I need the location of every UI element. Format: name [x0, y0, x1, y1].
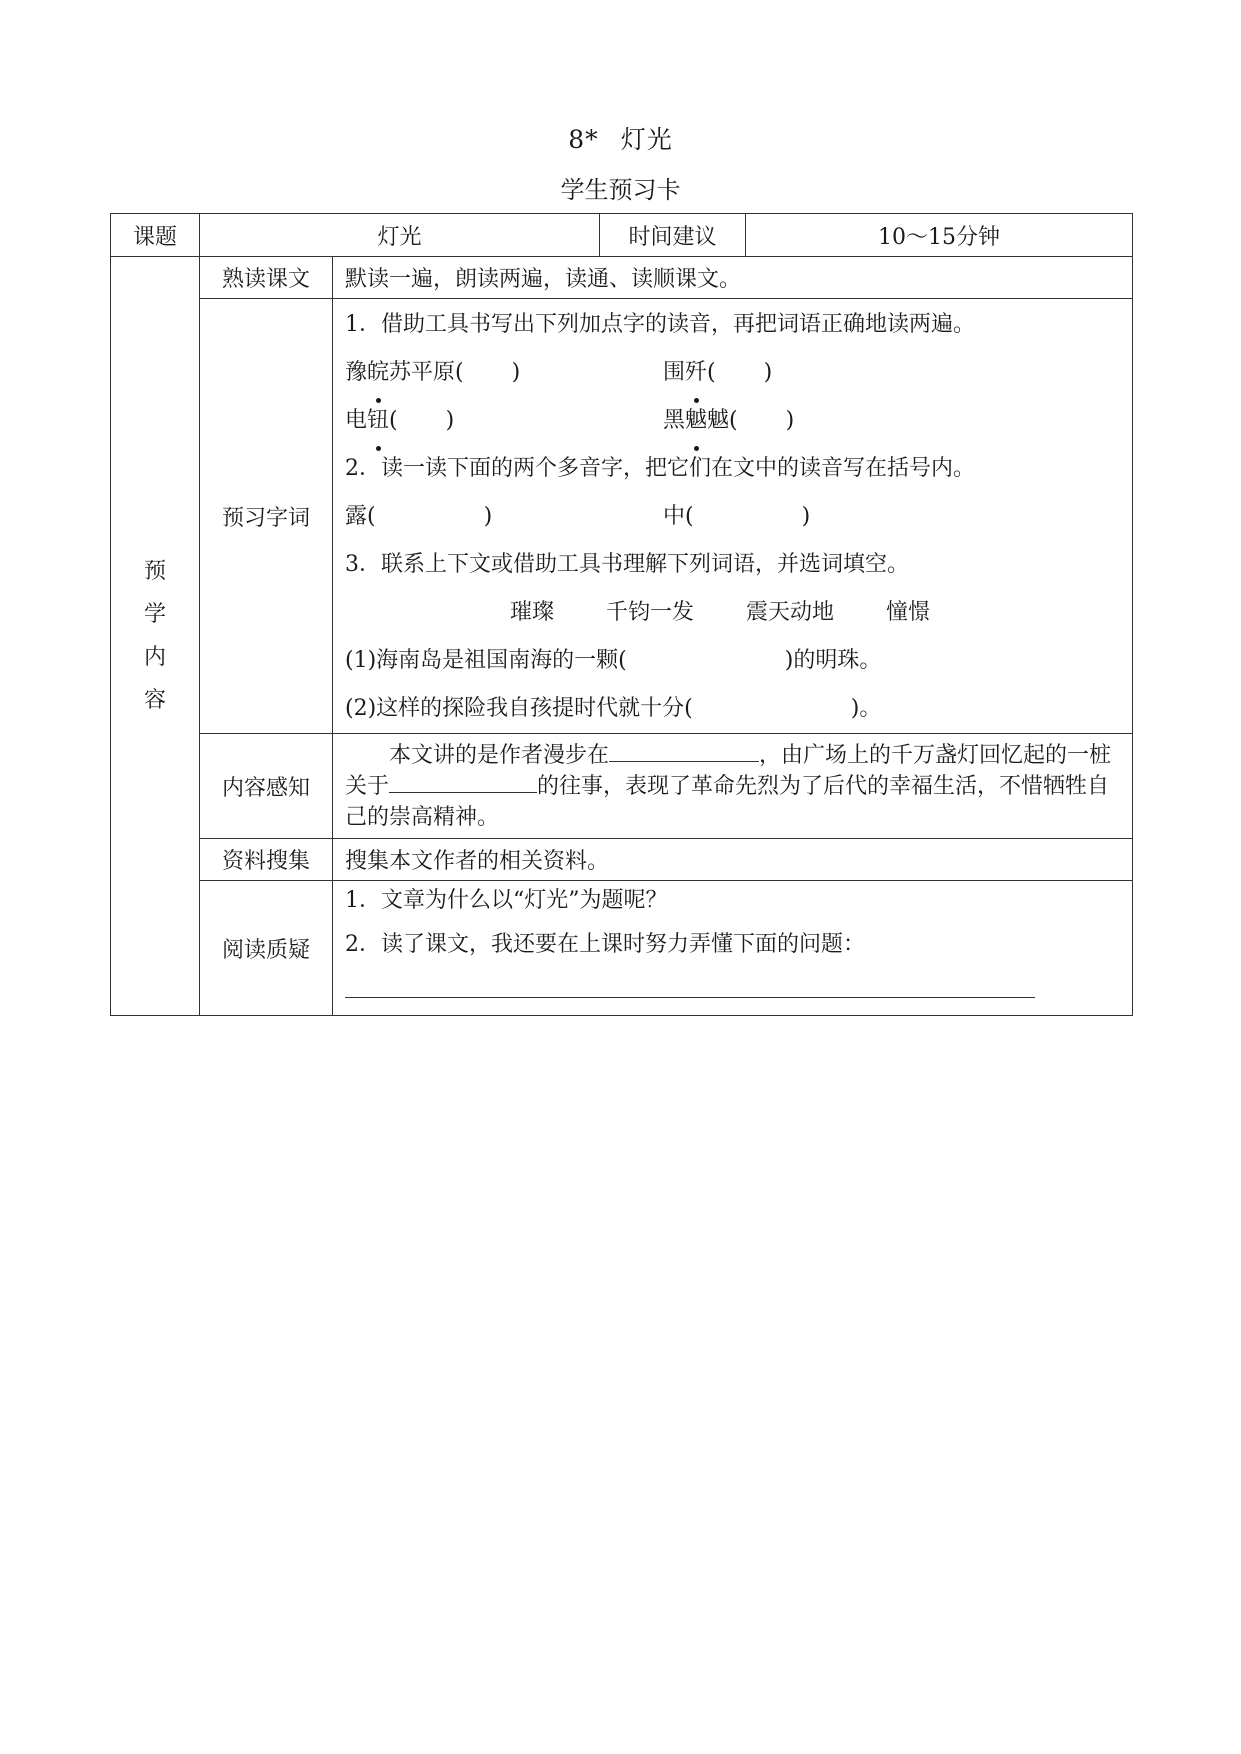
word-item: 黑魆魆( ) — [663, 397, 794, 445]
content-text: 本文讲的是作者漫步在 ，由广场上的千万盏灯回忆起的一桩关于 的往事，表现了革命先烈为了后代的幸福生活，不惜牺牲自己的崇高精神。 — [333, 734, 1133, 839]
word-bank-item: 千钧一发 — [606, 600, 695, 625]
topic-value: 灯光 — [200, 214, 600, 257]
section-char: 容 — [143, 688, 166, 713]
word-bank-item: 憧憬 — [886, 600, 931, 625]
section-label — [111, 257, 200, 1016]
vocab-words-line1 — [345, 349, 1120, 397]
vocab-q1: 1．借助工具书写出下列加点字的读音，再把词语正确地读两遍。 — [345, 312, 975, 337]
word-item: 豫皖苏平原( ) — [345, 349, 663, 397]
preview-card-table — [110, 213, 1133, 1016]
lesson-heading — [0, 120, 1241, 156]
questions-row — [111, 881, 1133, 1016]
word-item: 电钮( ) — [345, 397, 663, 445]
time-value: 10～15分钟 — [746, 214, 1133, 257]
fill-blank[interactable] — [609, 741, 759, 762]
dotted-char: 钮 — [367, 397, 389, 445]
dotted-char: 皖 — [367, 349, 389, 397]
vocab-q2: 2．读一读下面的两个多音字，把它们在文中的读音写在括号内。 — [345, 456, 975, 481]
fill-blank[interactable] — [389, 772, 537, 793]
section-char: 预 — [143, 559, 166, 584]
dotted-char: 魆 — [685, 397, 707, 445]
word-bank-item: 璀璨 — [510, 600, 555, 625]
lesson-title: 灯光 — [620, 125, 673, 154]
answer-line[interactable] — [345, 975, 1035, 998]
section-char: 内 — [143, 645, 166, 670]
card-title: 学生预习卡 — [560, 176, 681, 204]
read-row — [111, 257, 1133, 299]
read-label: 熟读课文 — [200, 257, 333, 299]
polyphone-line — [345, 493, 1120, 541]
vocab-q3: 3．联系上下文或借助工具书理解下列词语，并选词填空。 — [345, 552, 909, 577]
vocab-label: 预习字词 — [200, 299, 333, 734]
fill-sentence-2: (2)这样的探险我自孩提时代就十分( )。 — [345, 696, 882, 721]
vocab-row — [111, 299, 1133, 734]
polyphone-item: 露( ) — [345, 504, 493, 529]
topic-row — [111, 214, 1133, 257]
research-row — [111, 839, 1133, 881]
question-2: 2．读了课文，我还要在上课时努力弄懂下面的问题： — [345, 932, 865, 957]
word-bank-item: 震天动地 — [746, 600, 835, 625]
fill-sentence-1: (1)海南岛是祖国南海的一颗( )的明珠。 — [345, 648, 882, 673]
research-text: 搜集本文作者的相关资料。 — [333, 839, 1133, 881]
content-row — [111, 734, 1133, 839]
word-item: 围歼( ) — [663, 349, 772, 397]
vocab-content — [333, 299, 1133, 734]
lesson-number: 8* — [568, 125, 599, 154]
word-bank — [345, 589, 1120, 637]
questions-label: 阅读质疑 — [200, 881, 333, 1016]
research-label: 资料搜集 — [200, 839, 333, 881]
read-text: 默读一遍，朗读两遍，读通、读顺课文。 — [333, 257, 1133, 299]
topic-label: 课题 — [111, 214, 200, 257]
dotted-char: 歼 — [685, 349, 707, 397]
content-label: 内容感知 — [200, 734, 333, 839]
polyphone-item: 中( ) — [663, 504, 811, 529]
section-char: 学 — [143, 602, 166, 627]
time-label: 时间建议 — [600, 214, 746, 257]
question-1: 1．文章为什么以“灯光”为题呢？ — [345, 888, 668, 913]
questions-content — [333, 881, 1133, 1016]
vocab-words-line2 — [345, 397, 1120, 445]
